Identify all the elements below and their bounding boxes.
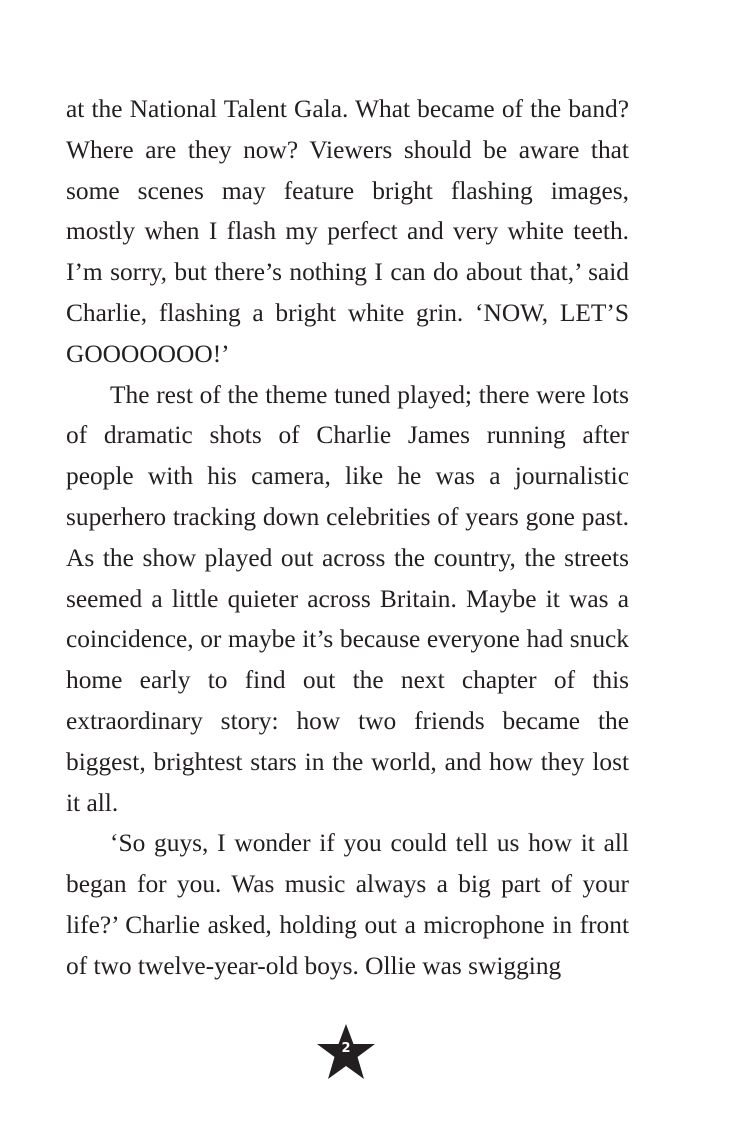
paragraph-3: ‘So guys, I wonder if you could tell us how it all began for you. Was music always a big part of your life?’ Charlie asked, holding out a microphone in front of two twelve-year-old boys. Ollie was swigging xyxy=(66,829,629,980)
paragraph-2: The rest of the theme tuned played; there were lots of dramatic shots of Charlie James running after people with his camera, like he was a journalistic superhero tracking down celebrities of years gone past. As the show played out across the country, the streets seemed a little quieter across Britain. Maybe it was a coincidence, or maybe it’s because everyone had snuck home early to find out the next chapter of this extraordinary story: how two friends became the biggest, brightest stars in the world, and how they lost it all. xyxy=(66,380,629,817)
page-number: 2 xyxy=(341,1041,351,1056)
page-body-text xyxy=(66,89,629,987)
paragraph-1: at the National Talent Gala. What became of the band? Where are they now? Viewers should be aware that some scenes may feature bright flashing images, mostly when I flash my perfect and very white teeth. I’m sorry, but there’s nothing I can do about that,’ said Charlie, flashing a bright white grin. ‘NOW, LET’S GOOOOOOO!’ xyxy=(66,95,629,368)
page-number-badge xyxy=(316,1023,376,1081)
